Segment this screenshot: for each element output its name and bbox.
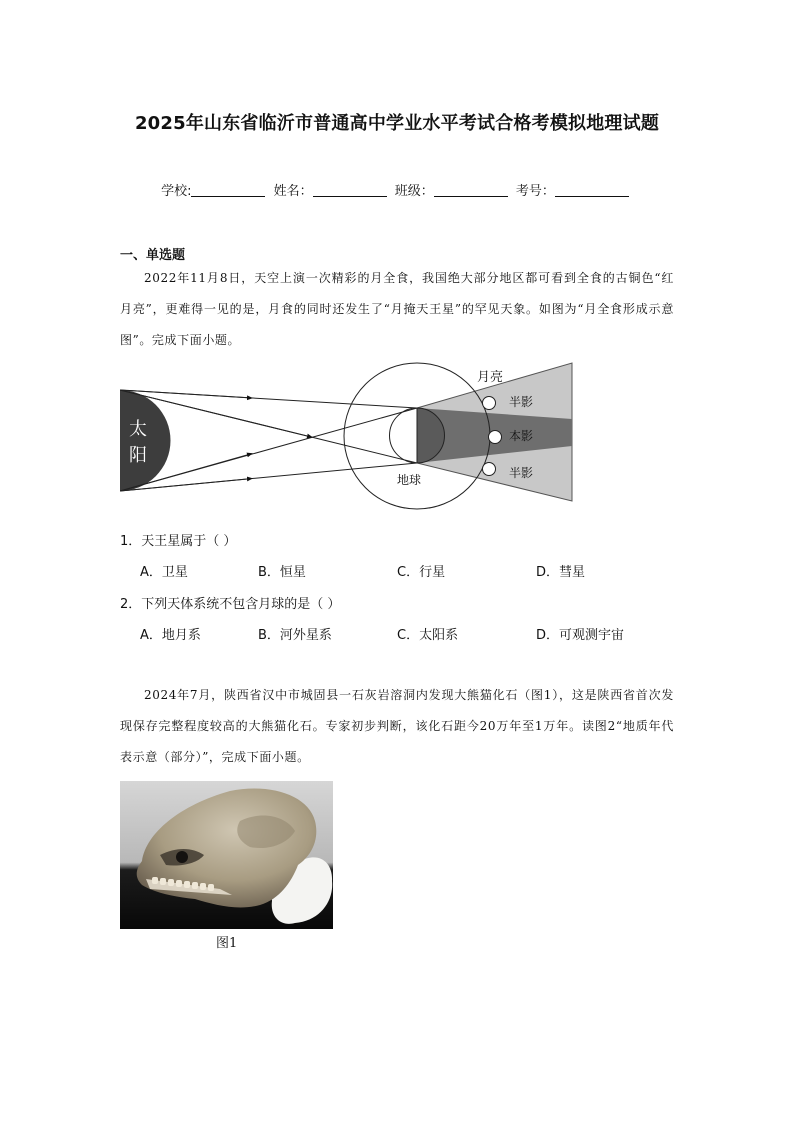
exam-number-label: 考号： bbox=[515, 184, 555, 199]
question-1-option-c[interactable]: C．行星 bbox=[397, 565, 446, 580]
penumbra-bottom-label: 半影 bbox=[509, 466, 534, 480]
moon-penumbra-top bbox=[483, 397, 496, 410]
section-heading: 一、单选题 bbox=[120, 248, 186, 263]
sun bbox=[120, 390, 171, 491]
sun-label-bottom: 阳 bbox=[129, 445, 147, 466]
passage-panda-fossil: 2024年7月，陕西省汉中市城固县一石灰岩溶洞内发现大熊猫化石（图1），这是陕西省首次发现保存完整程度较高的大熊猫化石。专家初步判断，该化石距今20万年至1万年。读图2“地质年代表示意（部分）”，完成下面小题。 bbox=[120, 688, 674, 764]
umbra-label: 本影 bbox=[509, 429, 534, 443]
question-2-option-d[interactable]: D．可观测宇宙 bbox=[536, 628, 625, 643]
name-blank bbox=[313, 183, 387, 197]
question-1-option-a[interactable]: A．卫星 bbox=[140, 565, 188, 580]
sun-label-top: 太 bbox=[129, 419, 147, 440]
question-1-stem: 1．天王星属于（ ） bbox=[120, 534, 237, 549]
moon-label: 月亮 bbox=[477, 370, 504, 385]
school-blank bbox=[191, 183, 265, 197]
earth-day-side bbox=[390, 408, 418, 463]
moon-penumbra-bottom bbox=[483, 463, 496, 476]
exam-number-blank bbox=[555, 183, 629, 197]
page-title: 2025年山东省临沂市普通高中学业水平考试合格考模拟地理试题 bbox=[134, 113, 660, 134]
question-2-option-c[interactable]: C．太阳系 bbox=[397, 628, 459, 643]
question-2-stem: 2．下列天体系统不包含月球的是（ ） bbox=[120, 597, 341, 612]
penumbra-top-label: 半影 bbox=[509, 395, 534, 409]
figure-1-caption: 图1 bbox=[216, 936, 238, 951]
class-blank bbox=[434, 183, 508, 197]
class-label: 班级： bbox=[394, 184, 434, 199]
lunar-eclipse-diagram bbox=[120, 358, 576, 523]
question-2-option-a[interactable]: A．地月系 bbox=[140, 628, 201, 643]
question-1-option-d[interactable]: D．彗星 bbox=[536, 565, 586, 580]
name-label: 姓名： bbox=[273, 184, 313, 199]
panda-fossil-photo bbox=[120, 781, 333, 929]
passage-lunar-eclipse: 2022年11月8日，天空上演一次精彩的月全食，我国绝大部分地区都可看到全食的古铜色“红月亮”，更难得一见的是，月食的同时还发生了“月掩天王星”的罕见天象。如图为“月全食形成示意图”。完成下面小题。 bbox=[120, 271, 674, 347]
school-label: 学校: bbox=[161, 184, 192, 199]
earth-label: 地球 bbox=[397, 473, 422, 487]
student-info-row bbox=[0, 180, 794, 199]
moon-umbra bbox=[489, 431, 502, 444]
question-1-option-b[interactable]: B．恒星 bbox=[258, 565, 306, 580]
question-2-option-b[interactable]: B．河外星系 bbox=[258, 628, 332, 643]
